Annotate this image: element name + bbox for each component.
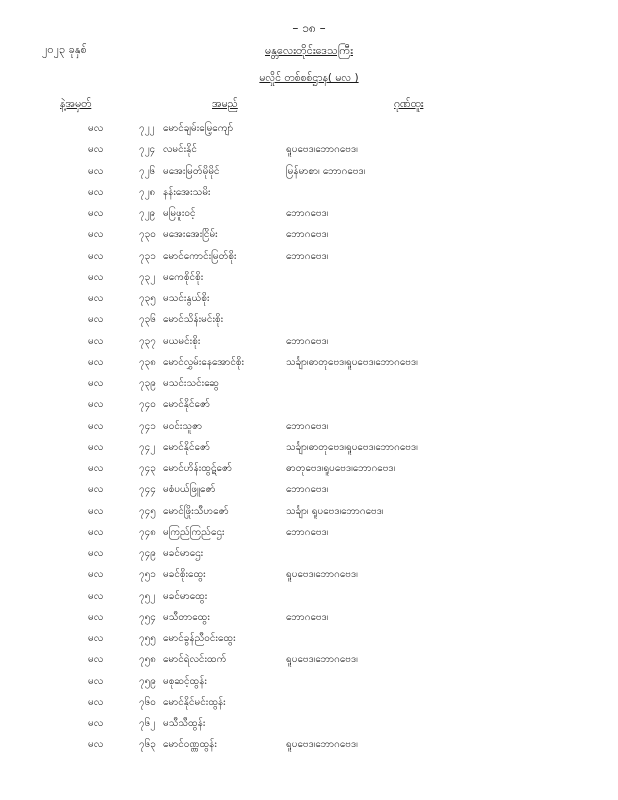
roll-number-cell: ၇၅၄ (139, 611, 156, 623)
document-title (0, 44, 618, 60)
year-label: ၂၀၂၃ ခုနှစ် (42, 43, 87, 56)
table-row (0, 564, 618, 585)
name-cell: မောင်နိုင်ဇော် (163, 441, 211, 453)
qualification-cell: ဘောဂဗေဒ၊ (286, 420, 329, 432)
page-number: – ၁၈ – (292, 21, 326, 35)
area-cell: မလ (88, 526, 104, 538)
column-header-name: အမည် (212, 98, 238, 110)
area-cell: မလ (88, 569, 104, 581)
roll-number-cell: ၇၄၈ (139, 526, 156, 538)
area-cell: မလ (88, 165, 104, 177)
name-cell: မဝင်းသူဇာ (163, 420, 203, 432)
table-row (0, 458, 618, 479)
table-row (0, 628, 618, 649)
area-cell: မလ (88, 739, 104, 751)
qualification-cell: သင်္ချာ၊ဓာတုဗေဒ၊ရူပဗေဒ၊ဘောဂဗေဒ၊ (286, 441, 418, 453)
roll-number-cell: ၇၄၃ (139, 463, 156, 474)
table-row (0, 118, 618, 139)
name-cell: မခင်စိုးထွေး (163, 569, 206, 581)
area-cell: မလ (88, 484, 104, 496)
area-cell: မလ (88, 293, 104, 304)
name-cell: မစံပယ်ဖြူဇော် (163, 484, 216, 496)
name-cell: မသင်းသင်းဆွေ (163, 378, 219, 389)
qualification-cell: ရူပဗေဒ၊ဘောဂဗေဒ၊ (286, 739, 358, 751)
roll-number-cell: ၇၄၂ (139, 441, 156, 453)
roll-number-cell: ၇၂၉ (139, 208, 156, 219)
column-header-qualification: ဂုဏ်ထူး (394, 98, 424, 110)
column-header-area: နဲ့အမှတ် (60, 98, 92, 110)
table-row (0, 267, 618, 288)
table-row (0, 309, 618, 330)
roll-number-cell: ၇၄၁ (139, 420, 156, 432)
area-cell: မလ (88, 441, 104, 453)
table-row (0, 203, 618, 224)
area-cell: မလ (88, 378, 104, 389)
roll-number-cell: ၇၅၁ (139, 569, 156, 581)
qualification-cell: သင်္ချာ၊ ရူပဗေဒ၊ဘောဂဗေဒ၊ (286, 505, 384, 517)
roll-number-cell: ၇၆၂ (139, 718, 156, 729)
roll-number-cell: ၇၂၂ (139, 123, 155, 134)
name-cell: မကေစိုင်စိုး (163, 271, 204, 283)
name-cell: မအေးအေးငြိမ်း (163, 229, 218, 241)
roll-number-cell: ၇၃၆ (139, 314, 156, 326)
qualification-cell: ဘောဂဗေဒ၊ (286, 484, 329, 496)
name-cell: မယမင်းစိုး (163, 335, 201, 347)
qualification-cell: ဘောဂဗေဒ၊ (286, 526, 329, 538)
qualification-cell: ဘောဂဗေဒ၊ (286, 335, 329, 347)
roll-number-cell: ၇၂၄ (139, 144, 156, 156)
table-row (0, 437, 618, 458)
area-cell: မလ (88, 654, 104, 666)
table-row (0, 352, 618, 373)
table-row (0, 246, 618, 267)
area-cell: မလ (88, 229, 104, 241)
qualification-cell: ရူပဗေဒ၊ဘောဂဗေဒ၊ (286, 654, 358, 666)
roll-number-cell: ၇၃၉ (139, 378, 156, 389)
area-cell: မလ (88, 123, 104, 134)
name-cell: မမြဖူးဝင့် (163, 208, 196, 219)
table-row (0, 182, 618, 203)
area-cell: မလ (88, 696, 104, 708)
area-cell: မလ (88, 675, 104, 687)
table-row (0, 288, 618, 309)
name-cell: မောင်နိုင်ဇော် (163, 399, 211, 411)
table-row (0, 416, 618, 437)
name-cell: မကြည်ကြည်ဌေး (163, 526, 225, 538)
qualification-cell: သင်္ချာ၊ဓာတုဗေဒ၊ရူပဗေဒ၊ဘောဂဗေဒ၊ (286, 356, 418, 368)
name-cell: မသီတာထွေး (163, 611, 210, 623)
roll-number-cell: ၇၂၆ (139, 165, 156, 177)
area-cell: မလ (88, 335, 104, 347)
name-cell: မောင်ချမ်းမြေ့ကျော် (163, 123, 234, 134)
area-cell: မလ (88, 250, 104, 262)
roll-number-cell: ၇၅၉ (139, 675, 156, 687)
area-cell: မလ (88, 611, 104, 623)
table-row (0, 161, 618, 182)
name-cell: မောင်ခွန်ညီဝင်းထွေး (163, 633, 236, 644)
area-cell: မလ (88, 186, 104, 198)
qualification-cell: ရူပဗေဒ၊ဘောဂဗေဒ၊ (286, 144, 358, 156)
roll-number-cell: ၇၄၅ (139, 505, 156, 517)
name-cell: မောင်သိန်းမင်းစိုး (163, 314, 224, 326)
roll-number-cell: ၇၅၂ (139, 590, 156, 602)
table-row (0, 543, 618, 564)
title-text: မန္တလေးတိုင်းဒေသကြီး (265, 44, 353, 57)
area-cell: မလ (88, 314, 104, 326)
area-cell: မလ (88, 420, 104, 432)
qualification-cell: မြန်မာစာ၊ ဘောဂဗေဒ၊ (286, 165, 366, 177)
table-row (0, 479, 618, 500)
table-row (0, 586, 618, 607)
name-cell: မခင်မာထွေး (163, 590, 208, 602)
roll-number-cell: ၇၄၉ (139, 548, 156, 559)
qualification-cell: ဘောဂဗေဒ၊ (286, 208, 329, 219)
name-cell: မောင်နိုင်မင်းထွန်း (163, 696, 226, 708)
area-cell: မလ (88, 399, 104, 411)
qualification-cell: ရူပဗေဒ၊ဘောဂဗေဒ၊ (286, 569, 358, 581)
table-row (0, 734, 618, 755)
table-row (0, 522, 618, 543)
table-row (0, 373, 618, 394)
name-cell: မောင်ဝဏ္ဏထွန်း (163, 739, 217, 751)
name-cell: မောင်ကောင်းမြတ်စိုး (163, 250, 237, 262)
name-cell: မောင်လွှမ်းနေအောင်စိုး (163, 356, 245, 368)
table-row (0, 331, 618, 352)
subtitle-text: မလှိုင် တစ်စစ်ဌာန( မလ ) (259, 72, 359, 84)
table-row (0, 692, 618, 713)
name-cell: မခင်မာဌေး (163, 548, 204, 559)
name-cell: မသီသီထွန်း (163, 718, 206, 729)
results-list (0, 118, 618, 756)
qualification-cell: ဘောဂဗေဒ၊ (286, 611, 329, 623)
document-subtitle (0, 72, 618, 87)
roll-number-cell: ၇၃၀ (139, 229, 156, 241)
area-cell: မလ (88, 208, 104, 219)
name-cell: နန်းအေးသမိး (163, 186, 211, 198)
qualification-cell: ဘောဂဗေဒ၊ (286, 229, 329, 241)
roll-number-cell: ၇၃၈ (139, 356, 156, 368)
name-cell: မောင်ဟိန်းထွဋ်ဇော် (163, 463, 233, 474)
area-cell: မလ (88, 271, 104, 283)
table-header (0, 98, 618, 114)
roll-number-cell: ၇၄၀ (139, 399, 156, 411)
qualification-cell: ဓာတုဗေဒ၊ရူပဗေဒ၊ဘောဂဗေဒ၊ (286, 463, 396, 474)
area-cell: မလ (88, 356, 104, 368)
table-row (0, 394, 618, 415)
name-cell: မစုဆင့်ထွန်း (163, 675, 207, 687)
name-cell: မအေးမြတ်မိုမိုင် (163, 165, 220, 177)
name-cell: မောင်ဖြိုးသီဟဇော် (163, 505, 229, 517)
roll-number-cell: ၇၃၇ (139, 335, 156, 347)
roll-number-cell: ၇၃၁ (139, 250, 156, 262)
roll-number-cell: ၇၃၅ (139, 293, 156, 304)
area-cell: မလ (88, 633, 104, 644)
roll-number-cell: ၇၆၃ (139, 739, 156, 751)
roll-number-cell: ၇၆၀ (139, 696, 156, 708)
table-row (0, 224, 618, 245)
area-cell: မလ (88, 463, 104, 474)
table-row (0, 139, 618, 160)
area-cell: မလ (88, 548, 104, 559)
name-cell: မောင်ရဲလင်းထက် (163, 654, 227, 666)
roll-number-cell: ၇၂၈ (139, 186, 156, 198)
table-row (0, 713, 618, 734)
area-cell: မလ (88, 718, 104, 729)
area-cell: မလ (88, 505, 104, 517)
roll-number-cell: ၇၅၈ (139, 654, 156, 666)
roll-number-cell: ၇၃၂ (139, 271, 156, 283)
table-row (0, 607, 618, 628)
roll-number-cell: ၇၄၄ (139, 484, 156, 496)
table-row (0, 649, 618, 670)
table-row (0, 671, 618, 692)
table-row (0, 501, 618, 522)
area-cell: မလ (88, 590, 104, 602)
name-cell: မသင်းနွယ်စိုး (163, 293, 210, 304)
qualification-cell: ဘောဂဗေဒ၊ (286, 250, 329, 262)
name-cell: လမင်းနိုင် (163, 144, 197, 156)
area-cell: မလ (88, 144, 104, 156)
roll-number-cell: ၇၅၅ (139, 633, 156, 644)
